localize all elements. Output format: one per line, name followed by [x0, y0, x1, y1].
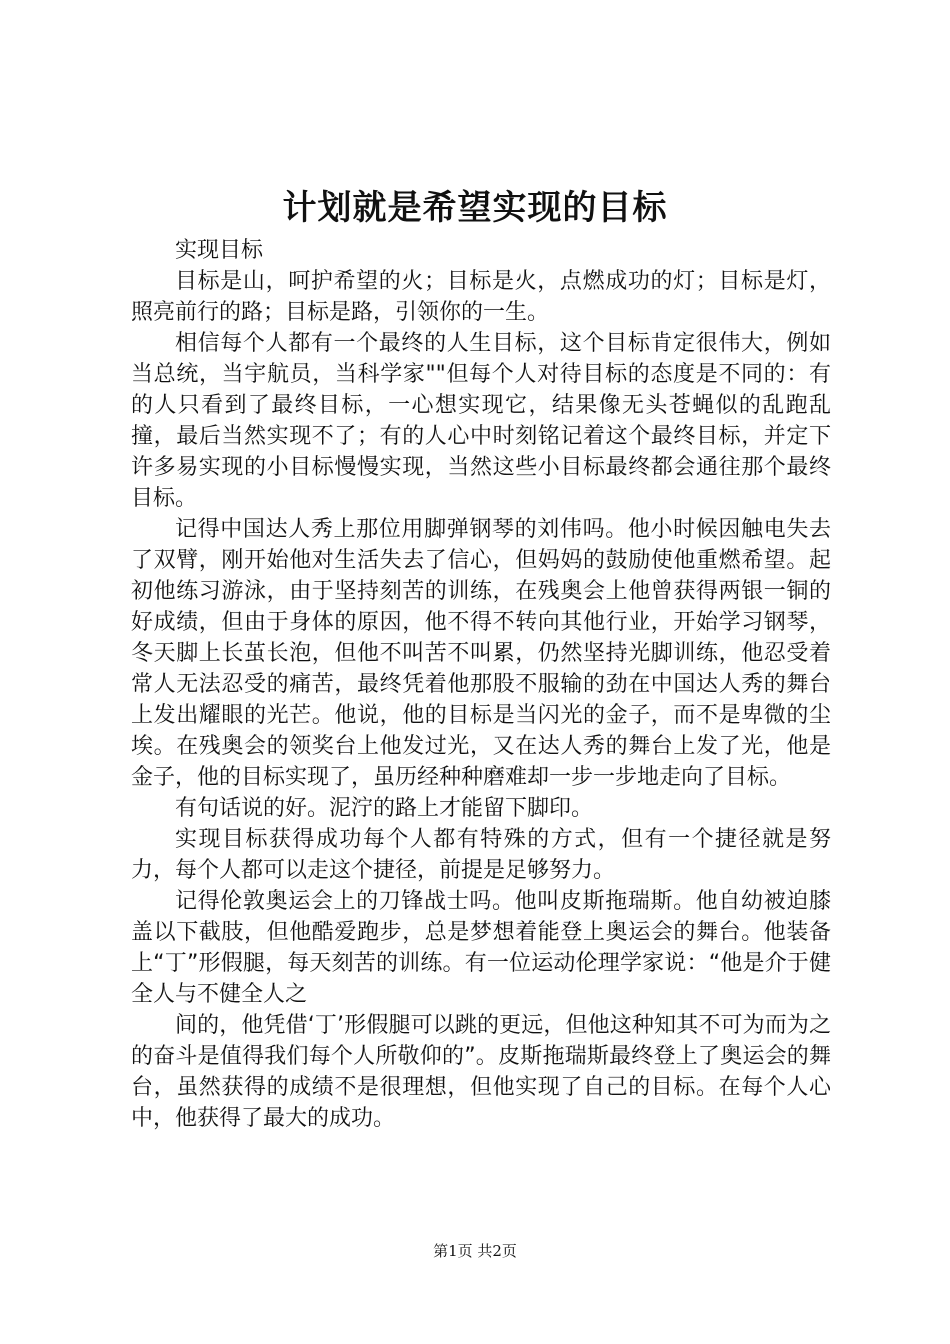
paragraph: 有句话说的好。泥泞的路上才能留下脚印。	[175, 796, 594, 821]
page-number-footer: 第1页 共2页	[433, 1242, 517, 1260]
paragraph: 相信每个人都有一个最终的人生目标，这个目标肯定很伟大，例如当总统，当宇航员，当科学家""但每个人对待目标的态度是不同的：有的人只看到了最终目标，一心想实现它，结果像无头苍蝇似的乱跑乱撞，最后当然实现不了；有的人心中时刻铭记着这个最终目标，并定下许多易实现的小目标慢慢实现，当然这些小目标最终都会通往那个最终目标。	[131, 331, 831, 511]
paragraph: 记得中国达人秀上那位用脚弹钢琴的刘伟吗。他小时候因触电失去了双臂，刚开始他对生活失去了信心，但妈妈的鼓励使他重燃希望。起初他练习游泳，由于坚持刻苦的训练，在残奥会上他曾获得两银一铜的好成绩，但由于身体的原因，他不得不转向其他行业，开始学习钢琴，冬天脚上长茧长泡，但他不叫苦不叫累，仍然坚持光脚训练，他忍受着常人无法忍受的痛苦，最终凭着他那股不服输的劲在中国达人秀的舞台上发出耀眼的光芒。他说，他的目标是当闪光的金子，而不是卑微的尘埃。在残奥会的领奖台上他发过光，又在达人秀的舞台上发了光，他是金子，他的目标实现了，虽历经种种磨难却一步一步地走向了目标。	[131, 517, 831, 790]
paragraph: 记得伦敦奥运会上的刀锋战士吗。他叫皮斯拖瑞斯。他自幼被迫膝盖以下截肢，但他酷爱跑步，总是梦想着能登上奥运会的舞台。他装备上“丁”形假腿，每天刻苦的训练。有一位运动伦理学家说：“他是介于健全人与不健全人之	[131, 889, 831, 1007]
paragraph: 间的，他凭借‘丁’形假腿可以跳的更远，但他这种知其不可为而为之的奋斗是值得我们每个人所敬仰的”。皮斯拖瑞斯最终登上了奥运会的舞台，虽然获得的成绩不是很理想，但他实现了自己的目标。在每个人心中，他获得了最大的成功。	[131, 1013, 831, 1131]
paragraph-heading: 实现目标	[175, 238, 264, 263]
document-title: 计划就是希望实现的目标	[282, 188, 668, 228]
document-body	[131, 235, 831, 1134]
paragraph: 目标是山，呵护希望的火；目标是火，点燃成功的灯；目标是灯，照亮前行的路；目标是路，引领你的一生。	[131, 269, 831, 325]
paragraph: 实现目标获得成功每个人都有特殊的方式，但有一个捷径就是努力，每个人都可以走这个捷径，前提是足够努力。	[131, 827, 831, 883]
